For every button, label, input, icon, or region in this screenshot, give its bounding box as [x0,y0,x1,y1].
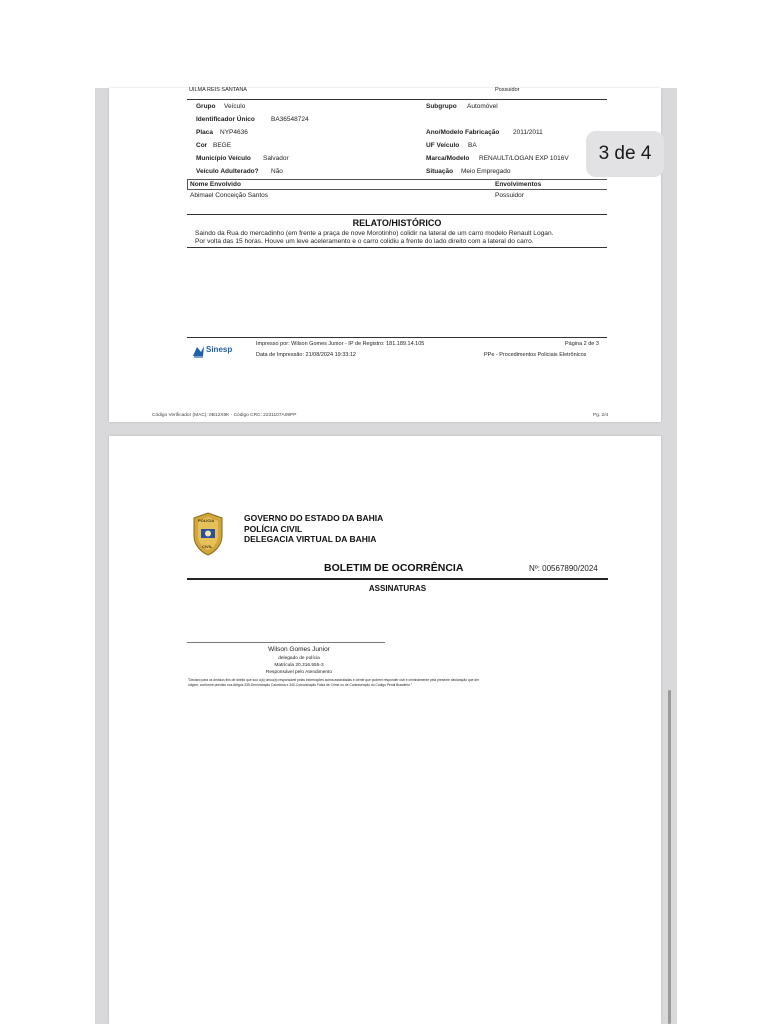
header-delegacia: DELEGACIA VIRTUAL DA BAHIA [244,534,377,544]
disclaimer-line-2: origem, conforme previsto nos Artigos 339-Denunciação Caluniosa e 340-Comunicação Falsa de Crime ou de Contravenção do Código Penal Brasileiro." [188,683,413,687]
scrollbar[interactable] [668,690,671,1024]
badge-text-bottom: CIVIL [202,544,213,549]
table-header-envolvimentos: Envolvimentos [495,181,542,188]
footer-impresso: Impresso por: Wilson Gomes Junior - IP de Registro: 181.189.14.105 [256,341,425,347]
field-label-subgrupo: Subgrupo [426,103,457,110]
field-label-municipio: Município Veículo [196,155,251,162]
table-header-border [187,189,607,190]
field-value-placa: NYP4636 [220,129,248,136]
disclaimer-line-1: "Declaro para os devidos fins de direito que sou o(a) único(a) responsável pelas informações acima assinaladas e ciente que poderei responder civil e criminalmente pela presente declaração que der [188,678,480,682]
field-value-identificador: BA36548724 [271,116,309,123]
field-label-uf: UF Veículo [426,142,460,149]
disclaimer [188,678,608,690]
signature-matricula: Matrícula 20.316.555-3 [274,663,324,668]
table-cell-nome: Abimael Conceição Santos [190,192,269,199]
table-top-border [187,179,607,180]
cut-header-left: UILMA REIS SANTANA [189,87,247,93]
relato-line-2: Por volta das 15 horas. Houve um leve aceleramento e o carro colidiu a frente do lado direito com a lateral do carro. [195,238,534,245]
field-value-ano-modelo: 2011/2011 [513,129,543,136]
codigo-verificador: Código Verificador (MAC): 0B12X8K - Código CRC: 2231107A09PP [152,413,297,418]
table-cell-envolvimento: Possuidor [495,192,524,199]
boletim-numero: Nº: 00567890/2024 [529,564,598,573]
field-value-subgrupo: Automóvel [467,103,498,110]
field-value-grupo: Veículo [224,103,246,110]
field-label-placa: Placa [196,129,213,136]
page-number: Pg. 2/4 [593,413,609,418]
footer-divider [187,337,607,338]
document-page-current [109,436,661,1024]
field-label-situacao: Situação [426,168,454,175]
divider [187,214,607,215]
field-label-ano-modelo: Ano/Modelo Fabricação [426,129,500,136]
field-value-cor: BEGE [213,142,232,149]
page-counter-overlay: 3 de 4 [586,131,664,177]
field-label-identificador: Identificador Único [196,116,255,123]
footer-data-impressao: Data de Impressão: 21/08/2024 19:33:12 [256,352,356,358]
field-label-marca-modelo: Marca/Modelo [426,155,470,162]
document-page-previous [109,88,661,422]
field-label-adulterado: Veículo Adulterado? [196,168,259,175]
boletim-title: BOLETIM DE OCORRÊNCIA [324,562,464,574]
sinesp-logo-text: Sinesp [206,345,233,354]
signature-role: delegado de polícia [278,656,320,661]
divider [187,247,607,248]
field-value-adulterado: Não [271,168,283,175]
cut-header-right: Possuidor [495,87,520,93]
signature-responsavel: Responsável pelo Atendimento [265,670,333,675]
field-value-situacao: Meio Empregado [461,168,511,175]
field-label-cor: Cor [196,142,208,149]
table-header-nome: Nome Envolvido [190,181,241,188]
signature-name: Wilson Gomes Junior [268,646,330,653]
relato-title: RELATO/HISTÓRICO [352,218,442,228]
header-policia-civil: POLÍCIA CIVIL [244,524,303,534]
field-value-municipio: Salvador [263,155,289,162]
badge-text-top: POLÍCIA [198,518,215,523]
signature-line [187,642,385,643]
field-value-marca-modelo: RENAULT/LOGAN EXP 1016V [479,155,569,162]
field-label-grupo: Grupo [196,103,216,110]
divider [187,99,607,100]
field-value-uf: BA [468,142,477,149]
header-governo: GOVERNO DO ESTADO DA BAHIA [244,513,384,523]
table-left-border [187,179,188,189]
assinaturas-title: ASSINATURAS [368,584,427,593]
title-divider [187,578,608,580]
footer-ppe: PPe - Procedimentos Policiais Eletrônicos [484,352,587,358]
footer-pagina: Página 2 de 3 [565,341,599,347]
relato-line-1: Saindo da Rua do mercadinho (em frente a praça de nove Morotinho) colidir na lateral de um carro modelo Renault Logan. [195,230,554,237]
